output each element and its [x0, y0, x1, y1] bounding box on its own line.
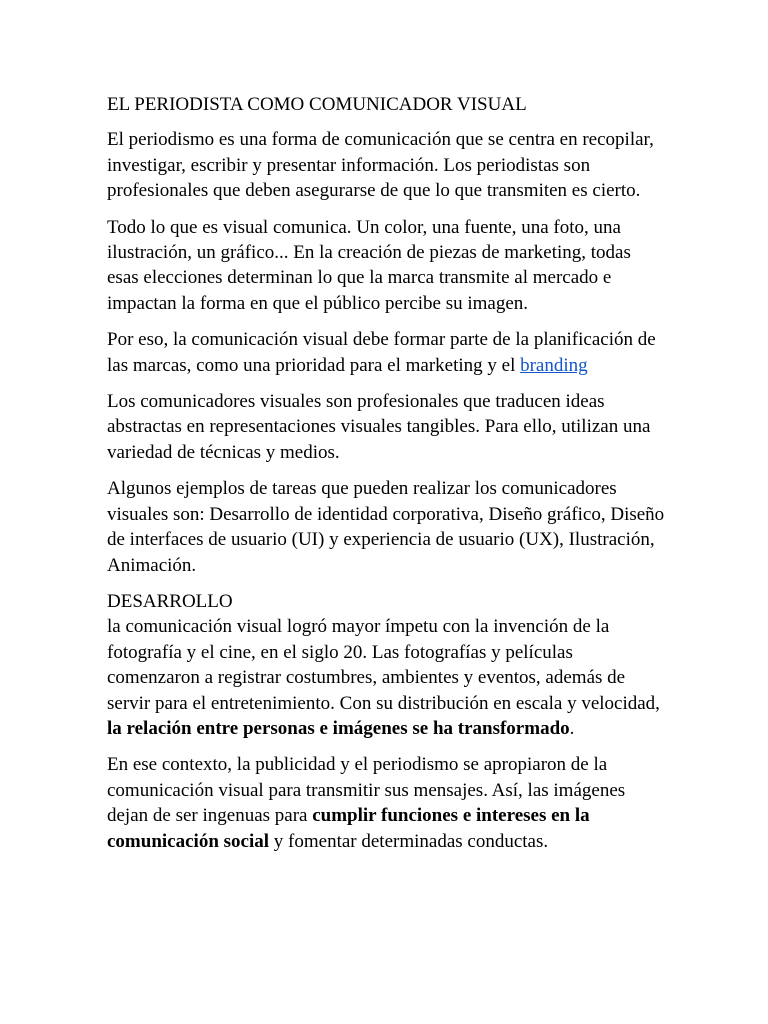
document-page	[107, 92, 667, 865]
paragraph-desarrollo	[107, 589, 667, 741]
section-heading-desarrollo: DESARROLLO	[107, 590, 233, 612]
paragraph-contexto-bold: cumplir funciones e intereses en la comunicación social	[107, 805, 590, 852]
paragraph-planificacion-text: Por eso, la comunicación visual debe formar parte de la planificación de las marcas, como una prioridad para el marketing y el	[107, 329, 656, 376]
paragraph-desarrollo-text: la comunicación visual logró mayor ímpetu con la invención de la fotografía y el cine, en el siglo 20. Las fotografías y películas comenzaron a registrar costumbres, ambientes y eventos, además de servir para el entretenimiento. Con su distribución en escala y velocidad,	[107, 616, 660, 714]
paragraph-contexto	[107, 752, 667, 854]
document-title: EL PERIODISTA COMO COMUNICADOR VISUAL	[107, 94, 527, 115]
paragraph-comunicadores: Los comunicadores visuales son profesionales que traducen ideas abstractas en representaciones visuales tangibles. Para ello, utilizan una variedad de técnicas y medios.	[107, 391, 651, 463]
paragraph-contexto-end: y fomentar determinadas conductas.	[269, 830, 549, 852]
paragraph-periodismo: El periodismo es una forma de comunicación que se centra en recopilar, investigar, escribir y presentar información. Los periodistas son profesionales que deben asegurarse de que lo que transmiten es cierto.	[107, 129, 654, 202]
paragraph-ejemplos: Algunos ejemplos de tareas que pueden realizar los comunicadores visuales son: Desarrollo de identidad corporativa, Diseño gráfico, Diseño de interfaces de usuario (UI) y experiencia de usuario (UX), Ilustración, Animación.	[107, 478, 665, 576]
paragraph-desarrollo-bold: la relación entre personas e imágenes se ha transformado	[107, 717, 570, 739]
branding-link[interactable]: branding	[520, 354, 588, 376]
paragraph-visual-comunica: Todo lo que es visual comunica. Un color, una fuente, una foto, una ilustración, un gráfico... En la creación de piezas de marketing, todas esas elecciones determinan lo que la marca transmite al mercado e impactan la forma en que el público percibe su imagen.	[107, 216, 631, 314]
paragraph-planificacion	[107, 327, 667, 378]
paragraph-contexto-text: En ese contexto, la publicidad y el periodismo se apropiaron de la comunicación visual para transmitir sus mensajes. Así, las imágenes dejan de ser ingenuas para	[107, 754, 626, 827]
paragraph-desarrollo-end: .	[569, 717, 575, 739]
